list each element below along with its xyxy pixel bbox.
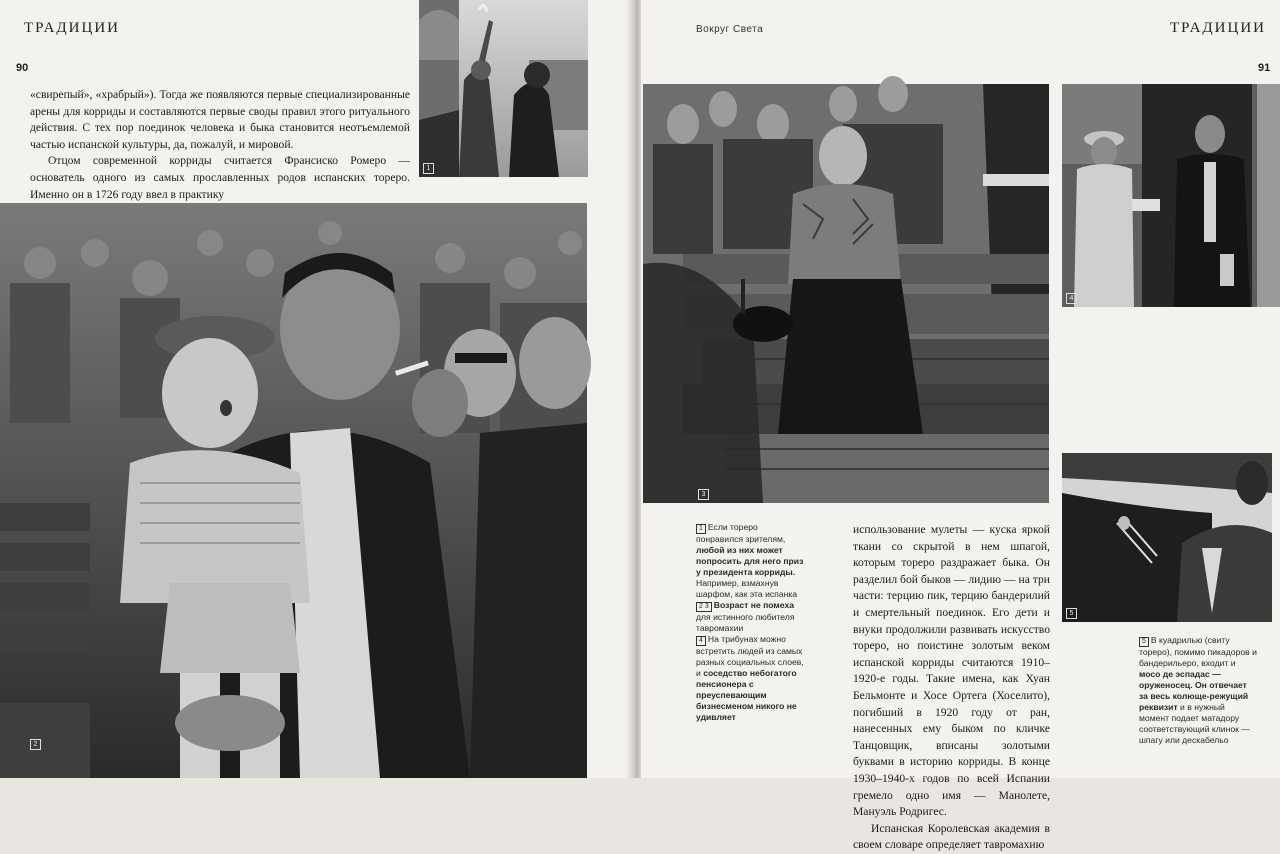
photo-number-2: 2 xyxy=(30,739,41,750)
section-title-left: ТРАДИЦИИ xyxy=(24,20,120,36)
photo-number-1: 1 xyxy=(423,163,434,174)
caption-1-number: 1 xyxy=(696,524,706,534)
caption-3-strong: соседство небогатого пенсионера с преуспевающим бизнесменом никого не удивляет xyxy=(696,668,797,722)
photo-men-in-suits xyxy=(1062,84,1280,307)
right-paragraph-1: использование мулеты — куска яркой ткани со скрытой в нем шпагой, которым тореро раздражает быка. Он разделил бой быков — лидию — на три части: терцию пик, терцию бандерилий и смертельный поединок. Его дети и внуки продолжили развивать искусство тореро, но поистине золотым веком испанской корриды считаются 1910–1920-е годы. Такие имена, как Хуан Бельмонте и Хосе Ортега (Хоселито), погибший в 1920 году от ран, нанесенных ему быком по кличке Танцовщик, вписаны золотыми буквами в историю корриды. В конце 1930–1940-х годов по всей Испании гремело одно имя — Манолете, Мануэль Родригес. xyxy=(853,523,1050,819)
caption-1-strong: любой из них может попросить для него приз у президента корриды. xyxy=(696,545,804,577)
caption-2-strong: Возраст не помеха xyxy=(713,600,795,610)
magazine-name: Вокруг Света xyxy=(696,24,764,35)
photo-elderly-woman-on-steps xyxy=(643,84,1049,503)
photo-number-4: 4 xyxy=(1066,293,1077,304)
left-paragraph-2: Отцом современной корриды считается Франсиско Ромеро — основатель одного из самых прославленных родов испанских тореро. Именно он в 1726 году ввел в практику xyxy=(30,154,410,201)
right-body-text xyxy=(853,522,1050,854)
caption-2-number: 2 3 xyxy=(696,602,712,612)
right-paragraph-2: Испанская Королевская академия в своем словаре определяет тавромахию xyxy=(853,821,1050,852)
caption-5-number: 5 xyxy=(1139,637,1149,647)
caption-5-text-a: В куадрилью (свиту тореро), помимо пикадоров и бандерильеро, входит и xyxy=(1139,635,1257,668)
caption-2 xyxy=(696,600,806,634)
left-paragraph-1: «свирепый», «храбрый»). Тогда же появляются первые специализированные арены для корриды и составляются первые своды правил этого ритуального действия. С тех пор поединок человека и быка становится неотъемлемой частью испанской культуры, да, пожалуй, и мировой. xyxy=(30,88,410,151)
photo-man-with-child xyxy=(0,203,587,778)
photo-number-5: 5 xyxy=(1066,608,1077,619)
caption-5 xyxy=(1139,635,1257,746)
caption-5-strong: мосо де эспадас — оруженосец. Он отвечает за весь колюще-режущий реквизит xyxy=(1139,669,1249,712)
caption-3-text-a: На трибунах можно встретить людей из самых разных социальных слоев, и xyxy=(696,634,804,678)
photo-number-3: 3 xyxy=(698,489,709,500)
caption-2-text-b: для истинного любителя тавромахии xyxy=(696,612,795,633)
caption-1 xyxy=(696,522,806,600)
photo-spectator-waving-scarf xyxy=(419,0,588,177)
section-title-right: ТРАДИЦИИ xyxy=(1170,20,1266,36)
caption-3-number: 4 xyxy=(696,636,706,646)
page-number-right: 91 xyxy=(1258,62,1271,74)
right-page xyxy=(641,0,1280,852)
photo-sword-handler xyxy=(1062,453,1272,622)
left-body-text xyxy=(30,87,410,203)
caption-3 xyxy=(696,634,806,723)
page-number-left: 90 xyxy=(16,62,29,74)
caption-1-text-b: Например, взмахнув шарфом, как эта испанка xyxy=(696,578,798,599)
captions-block xyxy=(696,522,806,723)
left-page xyxy=(0,0,633,778)
caption-1-text-a: Если тореро понравился зрителям, xyxy=(696,522,786,544)
caption-5-text-b: и в нужный момент подает матадору соответствующий клинок — шпагу или дескабельо xyxy=(1139,702,1250,745)
